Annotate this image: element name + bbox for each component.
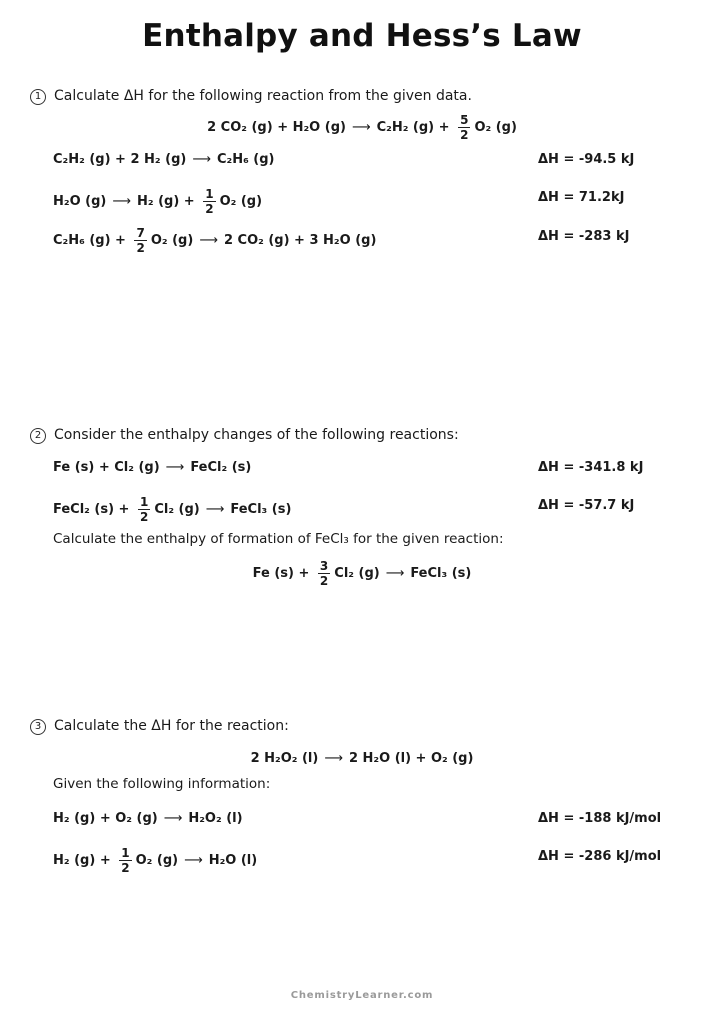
q1-delta-h-1: ΔH = -94.5 kJ: [538, 152, 635, 167]
fraction: $\frac{1}{2}$: [205, 187, 214, 216]
q1-delta-h-3: ΔH = -283 kJ: [538, 229, 630, 244]
reactants: C₂H₂ (g) + 2 H₂ (g): [53, 152, 187, 167]
reactants: Cl₂ (g): [154, 502, 200, 517]
q3-delta-h-2: ΔH = -286 kJ/mol: [538, 849, 662, 864]
footer-watermark: ChemistryLearner.com: [290, 990, 434, 1001]
products: H₂ (g) +: [136, 194, 195, 209]
reactants: C₂H₆ (g) +: [53, 233, 126, 248]
reactants: Cl₂ (g): [334, 566, 380, 581]
q2-delta-h-2: ΔH = -57.7 kJ: [538, 498, 635, 513]
fraction: $\frac{1}{2}$: [139, 495, 149, 524]
fraction: $\frac{3}{2}$: [319, 559, 329, 588]
q2-given-equation-2: [53, 496, 291, 523]
reaction-arrow: ⟶: [205, 502, 225, 517]
products: FeCl₂ (s): [190, 460, 252, 475]
products: H₂O₂ (l): [188, 811, 243, 826]
q3-given-equation-1: [53, 809, 243, 829]
products: O₂ (g): [219, 194, 263, 209]
question-3: [30, 718, 289, 735]
products: FeCl₃ (s): [230, 502, 292, 517]
page-title: Enthalpy and Hess’s Law: [142, 18, 582, 54]
reactants: H₂ (g) +: [53, 853, 111, 868]
question-prompt: Calculate ΔH for the following reaction from the given data.: [54, 88, 472, 104]
reactants: O₂ (g): [135, 853, 179, 868]
q3-delta-h-1: ΔH = -188 kJ/mol: [538, 811, 662, 826]
reactants: H₂O (g): [53, 194, 107, 209]
question-number: 1: [30, 89, 46, 105]
products: O₂ (g): [474, 120, 517, 135]
reaction-arrow: ⟶: [385, 566, 405, 581]
q2-given-equation-1: [53, 458, 251, 478]
reaction-arrow: ⟶: [192, 152, 211, 167]
products: 2 CO₂ (g) + 3 H₂O (g): [223, 233, 377, 248]
reaction-arrow: ⟶: [199, 233, 218, 248]
question-prompt: Calculate the ΔH for the reaction:: [54, 718, 289, 734]
reactants: FeCl₂ (s) +: [53, 502, 130, 517]
reactants: H₂ (g) + O₂ (g): [53, 811, 158, 826]
reactants: 2 CO₂ (g) + H₂O (g): [207, 120, 346, 135]
fraction: $\frac{5}{2}$: [460, 113, 469, 142]
q3-given-equation-2: [53, 847, 257, 874]
question-number: 2: [30, 428, 46, 444]
q1-target-equation: [0, 114, 724, 141]
q1-given-equation-1: [53, 150, 275, 170]
reaction-arrow: ⟶: [184, 853, 203, 868]
reaction-arrow: ⟶: [324, 751, 343, 766]
q3-target-equation: [0, 749, 724, 769]
reaction-arrow: ⟶: [112, 194, 131, 209]
q3-given-label: Given the following information:: [53, 776, 271, 792]
question-2: [30, 427, 459, 444]
reaction-arrow: ⟶: [163, 811, 183, 826]
q1-given-equation-3: [53, 227, 376, 254]
products: C₂H₂ (g) +: [376, 120, 450, 135]
q2-delta-h-1: ΔH = -341.8 kJ: [538, 460, 644, 475]
fraction: $\frac{1}{2}$: [121, 846, 130, 875]
reaction-arrow: ⟶: [351, 120, 371, 135]
products: H₂O (l): [208, 853, 258, 868]
q1-given-equation-2: [53, 188, 262, 215]
q2-ask: Calculate the enthalpy of formation of FeCl₃ for the given reaction:: [53, 531, 504, 547]
reaction-arrow: ⟶: [165, 460, 185, 475]
question-number: 3: [30, 719, 46, 735]
products: FeCl₃ (s): [410, 566, 472, 581]
fraction: $\frac{7}{2}$: [136, 226, 145, 255]
products: 2 H₂O (l) + O₂ (g): [348, 751, 474, 766]
reactants: O₂ (g): [150, 233, 194, 248]
q1-delta-h-2: ΔH = 71.2kJ: [538, 190, 625, 205]
question-prompt: Consider the enthalpy changes of the following reactions:: [54, 427, 459, 443]
reactants: Fe (s) +: [252, 566, 310, 581]
question-1: [30, 88, 472, 105]
reactants: Fe (s) + Cl₂ (g): [53, 460, 160, 475]
q2-target-equation: [0, 560, 724, 587]
products: C₂H₆ (g): [216, 152, 275, 167]
reactants: 2 H₂O₂ (l): [250, 751, 319, 766]
